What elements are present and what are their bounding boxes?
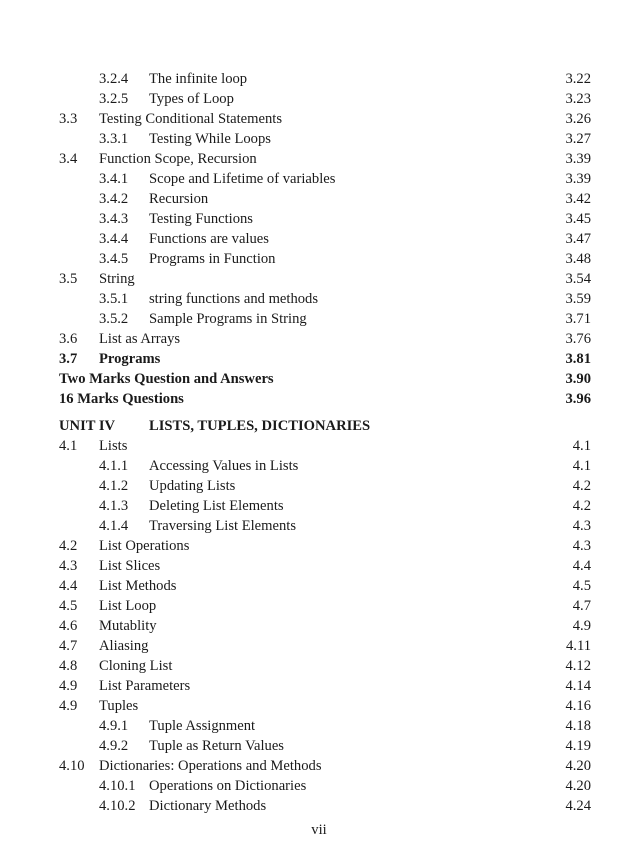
toc-entry-page: 4.2	[572, 478, 591, 494]
toc-entry-title: List Loop	[99, 598, 157, 614]
toc-entry	[0, 349, 638, 369]
toc-entry-number: 4.6	[59, 618, 78, 634]
toc-entry-title: Tuple Assignment	[149, 718, 256, 734]
toc-entry	[0, 149, 638, 169]
toc-entry-page: 3.45	[565, 211, 591, 227]
toc-entry-number: 4.9.2	[99, 738, 129, 754]
toc-entry-number: 3.2.5	[99, 91, 129, 107]
toc-entry-number: 3.3	[59, 111, 78, 127]
toc-entry-title: 16 Marks Questions	[59, 391, 184, 407]
toc-entry-number: 4.8	[59, 658, 78, 674]
toc-entry-number: 3.2.4	[99, 71, 129, 87]
toc-entry-title: Deleting List Elements	[149, 498, 284, 514]
toc-entry-title: Testing Conditional Statements	[99, 111, 283, 127]
toc-entry-page: 4.19	[565, 738, 591, 754]
toc-entry	[0, 229, 638, 249]
toc-entry-page: 4.2	[572, 498, 591, 514]
toc-entry-page: 3.26	[565, 111, 591, 127]
toc-entry-page: 3.90	[565, 371, 591, 387]
toc-entry	[0, 436, 638, 456]
toc-entry	[0, 189, 638, 209]
toc-entry-page: 3.39	[565, 171, 591, 187]
toc-entry-page: 3.54	[565, 271, 591, 287]
toc-entry-number: 4.1.1	[99, 458, 129, 474]
toc-entry-title: Two Marks Question and Answers	[59, 371, 274, 387]
toc-entry	[0, 476, 638, 496]
toc-entry-number: 4.9	[59, 678, 78, 694]
toc-entry-title: Accessing Values in Lists	[149, 458, 299, 474]
toc-entry-page: 4.12	[565, 658, 591, 674]
toc-entry-page: 4.14	[565, 678, 591, 694]
toc-entry-title: Updating Lists	[149, 478, 236, 494]
toc-entry	[0, 536, 638, 556]
toc-entry-page: 4.20	[565, 778, 591, 794]
toc-entry	[0, 616, 638, 636]
toc-entry	[0, 369, 638, 389]
toc-entry	[0, 516, 638, 536]
toc-entry	[0, 716, 638, 736]
toc-entry	[0, 289, 638, 309]
toc-entry-page: 4.20	[565, 758, 591, 774]
toc-entry-page: 4.5	[572, 578, 591, 594]
toc-entry-page: 4.16	[565, 698, 591, 714]
page-number: vii	[311, 822, 327, 838]
toc-entry-title: Traversing List Elements	[149, 518, 297, 534]
toc-entry-title: List Methods	[99, 578, 177, 594]
toc-entry	[0, 89, 638, 109]
toc-entry	[0, 656, 638, 676]
toc-entry	[0, 576, 638, 596]
toc-entry-title: The infinite loop	[149, 71, 248, 87]
toc-entry-number: 3.4.4	[99, 231, 129, 247]
toc-entry	[0, 456, 638, 476]
toc-entry-title: Sample Programs in String	[149, 311, 307, 327]
toc-entry-number: 4.1.3	[99, 498, 129, 514]
toc-entry-title: Functions are values	[149, 231, 269, 247]
toc-entry	[0, 596, 638, 616]
toc-entry-number: 4.9	[59, 698, 78, 714]
toc-entry-number: 3.5	[59, 271, 78, 287]
toc-entry-title: Programs in Function	[149, 251, 276, 267]
toc-entry-number: UNIT IV	[59, 418, 116, 434]
toc-entry-title: Dictionaries: Operations and Methods	[99, 758, 322, 774]
toc-entry-page: 3.47	[565, 231, 591, 247]
toc-entry	[0, 209, 638, 229]
toc-entry-number: 3.5.1	[99, 291, 129, 307]
toc-entry-number: 4.1	[59, 438, 78, 454]
toc-entry-title: Aliasing	[99, 638, 149, 654]
toc-entry	[0, 249, 638, 269]
toc-entry-page: 3.42	[565, 191, 591, 207]
toc-entry-number: 4.3	[59, 558, 78, 574]
toc-entry-title: List Slices	[99, 558, 161, 574]
toc-entry-title: string functions and methods	[149, 291, 319, 307]
toc-entry	[0, 329, 638, 349]
toc-entry-page: 3.39	[565, 151, 591, 167]
toc-entry-title: Tuple as Return Values	[149, 738, 284, 754]
toc-entry	[0, 109, 638, 129]
toc-entry-page: 3.76	[565, 331, 591, 347]
toc-entry-number: 4.1.4	[99, 518, 129, 534]
toc-entry	[0, 309, 638, 329]
toc-entry	[0, 69, 638, 89]
toc-entry-page: 4.24	[565, 798, 591, 814]
toc-entry-page: 4.9	[572, 618, 591, 634]
toc-entry-title: String	[99, 271, 135, 287]
toc-entry-page: 4.1	[572, 458, 591, 474]
toc-entry-title: Tuples	[99, 698, 139, 714]
toc-entry-title: Function Scope, Recursion	[99, 151, 257, 167]
toc-entry-number: 4.10.2	[99, 798, 136, 814]
toc-entry-page: 4.3	[572, 518, 591, 534]
toc-entry-title: List Parameters	[99, 678, 191, 694]
toc-entry-number: 3.3.1	[99, 131, 129, 147]
toc-entry-number: 4.1.2	[99, 478, 129, 494]
toc-entry-page: 4.4	[572, 558, 591, 574]
toc-entry-title: Recursion	[149, 191, 209, 207]
toc-entry	[0, 269, 638, 289]
toc-entry	[0, 416, 638, 436]
toc-entry	[0, 796, 638, 816]
toc-entry-page: 3.22	[565, 71, 591, 87]
toc-entry-title: Lists	[99, 438, 128, 454]
toc-entry	[0, 676, 638, 696]
toc-entry	[0, 756, 638, 776]
toc-entry-page: 4.18	[565, 718, 591, 734]
toc-entry-number: 4.9.1	[99, 718, 129, 734]
toc-entry-title: Operations on Dictionaries	[149, 778, 307, 794]
toc-entry-title: Cloning List	[99, 658, 173, 674]
toc-entry-page: 3.59	[565, 291, 591, 307]
toc-entry	[0, 696, 638, 716]
toc-entry	[0, 169, 638, 189]
toc-entry-number: 3.4.5	[99, 251, 129, 267]
toc-entry-number: 3.7	[59, 351, 78, 367]
toc-entry-title: Testing While Loops	[149, 131, 271, 147]
toc-entry-title: Types of Loop	[149, 91, 234, 107]
toc-entry	[0, 776, 638, 796]
toc-entry	[0, 496, 638, 516]
toc-entry-title: Dictionary Methods	[149, 798, 267, 814]
toc-entry-title: Programs	[99, 351, 161, 367]
toc-entry-number: 4.5	[59, 598, 78, 614]
toc-entry-page: 4.11	[566, 638, 591, 654]
toc-entry-title: Testing Functions	[149, 211, 253, 227]
toc-entry-number: 3.4.3	[99, 211, 129, 227]
toc-entry-number: 3.4.2	[99, 191, 129, 207]
toc-entry	[0, 556, 638, 576]
toc-entry-title: Mutablity	[99, 618, 157, 634]
toc-entry-number: 4.10	[59, 758, 85, 774]
toc-entry	[0, 389, 638, 409]
toc-entry-page: 3.23	[565, 91, 591, 107]
toc-entry-page: 3.81	[565, 351, 591, 367]
toc-entry-title: LISTS, TUPLES, DICTIONARIES	[149, 418, 371, 434]
toc-entry-number: 4.4	[59, 578, 78, 594]
toc-entry-page: 4.7	[572, 598, 591, 614]
toc-entry	[0, 636, 638, 656]
toc-entry-number: 4.2	[59, 538, 78, 554]
toc-entry-number: 4.7	[59, 638, 78, 654]
toc-entry-page: 3.48	[565, 251, 591, 267]
toc-entry-title: List as Arrays	[99, 331, 181, 347]
toc-entry-number: 3.5.2	[99, 311, 129, 327]
toc-entry	[0, 736, 638, 756]
toc-entry-page: 3.96	[565, 391, 591, 407]
toc-entry-page: 3.71	[565, 311, 591, 327]
toc-entry-number: 3.4	[59, 151, 78, 167]
toc-entry	[0, 129, 638, 149]
toc-entry-number: 4.10.1	[99, 778, 136, 794]
toc-entry-page: 4.1	[572, 438, 591, 454]
toc-entry-page: 4.3	[572, 538, 591, 554]
toc-entry-title: Scope and Lifetime of variables	[149, 171, 336, 187]
toc-entry-number: 3.4.1	[99, 171, 129, 187]
toc-entry-title: List Operations	[99, 538, 190, 554]
toc-entry-page: 3.27	[565, 131, 591, 147]
toc-entry-number: 3.6	[59, 331, 78, 347]
